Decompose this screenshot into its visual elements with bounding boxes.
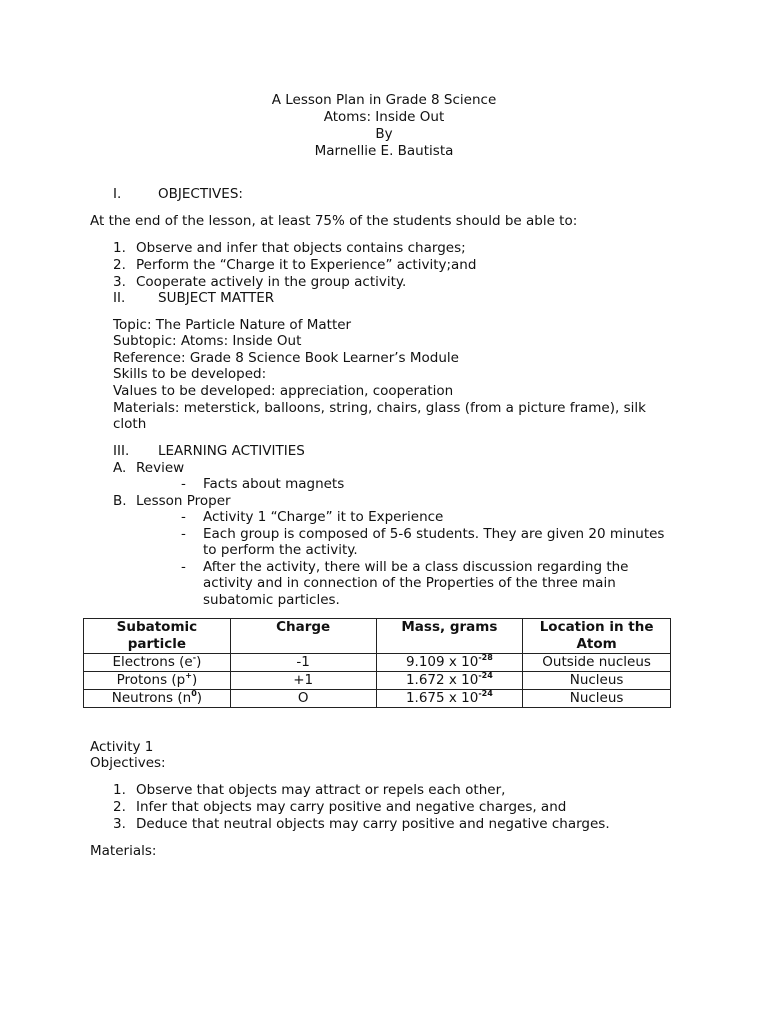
doc-by: By <box>375 126 393 142</box>
objective-item: Cooperate actively in the group activity. <box>136 274 407 290</box>
list-letter-b: B. <box>113 493 127 509</box>
activity-objective-item: Deduce that neutral objects may carry positive and negative charges. <box>136 816 610 832</box>
lesson-bullet-cont: subatomic particles. <box>203 592 340 608</box>
dash-bullet: - <box>181 559 186 575</box>
section-heading-learning-activities: LEARNING ACTIVITIES <box>158 443 305 459</box>
review-bullet: Facts about magnets <box>203 476 345 492</box>
activity-objective-item: Infer that objects may carry positive and negative charges, and <box>136 799 567 815</box>
cell-location: Outside nucleus <box>523 654 671 672</box>
subject-subtopic: Subtopic: Atoms: Inside Out <box>113 333 302 349</box>
table-header-row <box>84 619 671 654</box>
lesson-bullet-cont: activity and in connection of the Properties of the three main <box>203 575 616 591</box>
cell-location: Nucleus <box>523 690 671 708</box>
list-letter-a: A. <box>113 460 127 476</box>
subatomic-particles-table <box>83 618 671 708</box>
review-label: Review <box>136 460 185 476</box>
section-numeral-2: II. <box>113 290 126 306</box>
lesson-bullet: After the activity, there will be a class discussion regarding the <box>203 559 629 575</box>
subject-topic: Topic: The Particle Nature of Matter <box>113 317 352 333</box>
lesson-bullet: Activity 1 “Charge” it to Experience <box>203 509 444 525</box>
objective-num: 2. <box>113 257 126 273</box>
cell-charge: O <box>230 690 376 708</box>
objective-num: 3. <box>113 274 126 290</box>
lesson-bullet-cont: to perform the activity. <box>203 542 358 558</box>
cell-location: Nucleus <box>523 672 671 690</box>
section-numeral-3: III. <box>113 443 130 459</box>
cell-particle: Protons (p+) <box>84 672 231 690</box>
cell-mass: 1.675 x $10^{-24}$ <box>376 690 523 708</box>
dash-bullet: - <box>181 476 186 492</box>
header-subatomic-particle: Subatomic particle <box>84 619 231 654</box>
table-row <box>84 690 671 708</box>
subject-materials-cont: cloth <box>113 416 147 432</box>
table-row <box>84 672 671 690</box>
cell-charge: -1 <box>230 654 376 672</box>
activity-objective-num: 1. <box>113 782 126 798</box>
section-heading-subject-matter: SUBJECT MATTER <box>158 290 275 306</box>
cell-particle: Neutrons $(n^0)$ <box>84 690 231 708</box>
section-numeral-1: I. <box>113 186 122 202</box>
activity-objectives-label: Objectives: <box>90 755 166 771</box>
cell-particle: Electrons (e-) <box>84 654 231 672</box>
lesson-bullet: Each group is composed of 5-6 students. They are given 20 minutes <box>203 526 665 542</box>
objective-item: Perform the “Charge it to Experience” activity;and <box>136 257 477 273</box>
doc-author: Marnellie E. Bautista <box>314 143 454 159</box>
subject-values: Values to be developed: appreciation, cooperation <box>113 383 454 399</box>
subject-reference: Reference: Grade 8 Science Book Learner’s Module <box>113 350 459 366</box>
table-row <box>84 654 671 672</box>
header-charge: Charge <box>230 619 376 654</box>
doc-title: A Lesson Plan in Grade 8 Science <box>271 92 497 108</box>
cell-mass: 1.672 x $10^{-24}$ <box>376 672 523 690</box>
activity-objective-num: 3. <box>113 816 126 832</box>
header-mass: Mass, grams <box>376 619 523 654</box>
objectives-intro: At the end of the lesson, at least 75% of the students should be able to: <box>90 213 578 229</box>
header-location: Location in the Atom <box>523 619 671 654</box>
doc-subtitle: Atoms: Inside Out <box>323 109 445 125</box>
subject-materials: Materials: meterstick, balloons, string, chairs, glass (from a picture frame), silk <box>113 400 646 416</box>
cell-charge: +1 <box>230 672 376 690</box>
dash-bullet: - <box>181 509 186 525</box>
dash-bullet: - <box>181 526 186 542</box>
cell-mass: 9.109 x $10^{-28}$ <box>376 654 523 672</box>
objective-num: 1. <box>113 240 126 256</box>
activity-materials-label: Materials: <box>90 843 157 859</box>
subject-skills: Skills to be developed: <box>113 366 267 382</box>
activity-title: Activity 1 <box>90 739 154 755</box>
activity-objective-item: Observe that objects may attract or repels each other, <box>136 782 506 798</box>
objective-item: Observe and infer that objects contains charges; <box>136 240 466 256</box>
activity-objective-num: 2. <box>113 799 126 815</box>
lesson-proper-label: Lesson Proper <box>136 493 231 509</box>
section-heading-objectives: OBJECTIVES: <box>158 186 243 202</box>
